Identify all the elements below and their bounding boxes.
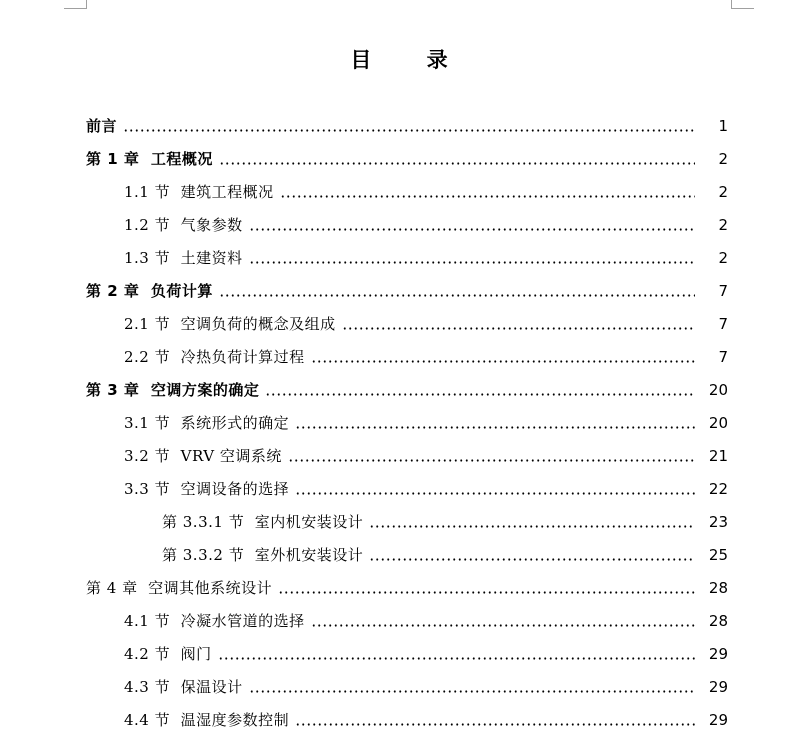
toc-entry-page: 28	[708, 578, 728, 597]
toc-entry-page: 25	[708, 545, 728, 564]
toc-entry-page: 1	[718, 116, 728, 135]
toc-dot-leader	[311, 349, 695, 364]
toc-entry-label: 第 2 章 负荷计算	[86, 282, 213, 300]
toc-dot-leader	[369, 514, 695, 529]
toc-entry-page: 29	[708, 677, 728, 696]
toc-dot-leader	[123, 118, 695, 133]
toc-entry-label: 第 4 章 空调其他系统设计	[86, 579, 273, 597]
toc-entry[interactable]	[0, 637, 798, 670]
toc-entry-label: 第 3.3.2 节 室外机安装设计	[162, 546, 364, 564]
toc-entry-label: 1.1 节 建筑工程概况	[124, 183, 274, 201]
toc-entry-page: 2	[718, 182, 728, 201]
page-corner-mark-left	[64, 0, 87, 9]
toc-dot-leader	[295, 481, 695, 496]
toc-entry-page: 2	[718, 149, 728, 168]
toc-dot-leader	[311, 613, 695, 628]
toc-dot-leader	[280, 184, 695, 199]
toc-entry[interactable]	[0, 505, 798, 538]
toc-entry[interactable]	[0, 340, 798, 373]
toc-entry-label: 4.4 节 温湿度参数控制	[124, 711, 290, 729]
table-of-contents	[0, 109, 798, 736]
toc-entry-label: 1.2 节 气象参数	[124, 216, 243, 234]
toc-entry-page: 2	[718, 248, 728, 267]
toc-dot-leader	[295, 415, 695, 430]
toc-entry-label: 1.3 节 土建资料	[124, 249, 243, 267]
toc-entry-label: 4.2 节 阀门	[124, 645, 212, 663]
toc-entry-page: 29	[708, 644, 728, 663]
page-title: 目 录	[350, 48, 472, 72]
toc-entry-page: 20	[708, 380, 728, 399]
toc-dot-leader	[295, 712, 695, 727]
page-corner-mark-right	[731, 0, 754, 9]
toc-entry[interactable]	[0, 670, 798, 703]
toc-entry-page: 7	[718, 314, 728, 333]
toc-dot-leader	[369, 547, 695, 562]
toc-dot-leader	[218, 646, 695, 661]
toc-dot-leader	[249, 250, 695, 265]
toc-dot-leader	[219, 283, 695, 298]
toc-dot-leader	[278, 580, 695, 595]
toc-dot-leader	[342, 316, 695, 331]
toc-entry[interactable]	[0, 142, 798, 175]
toc-dot-leader	[265, 382, 695, 397]
toc-entry[interactable]	[0, 439, 798, 472]
toc-entry-label: 前言	[86, 117, 118, 135]
toc-entry[interactable]	[0, 472, 798, 505]
toc-entry-label: 3.1 节 系统形式的确定	[124, 414, 290, 432]
toc-dot-leader	[249, 679, 695, 694]
toc-entry[interactable]	[0, 406, 798, 439]
toc-dot-leader	[288, 448, 695, 463]
toc-dot-leader	[219, 151, 695, 166]
toc-entry-label: 4.1 节 冷凝水管道的选择	[124, 612, 305, 630]
toc-entry-label: 第 1 章 工程概况	[86, 150, 213, 168]
toc-entry[interactable]	[0, 538, 798, 571]
toc-entry[interactable]	[0, 604, 798, 637]
toc-entry-label: 4.3 节 保温设计	[124, 678, 243, 696]
toc-entry[interactable]	[0, 241, 798, 274]
toc-entry[interactable]	[0, 175, 798, 208]
toc-entry-page: 29	[708, 710, 728, 729]
toc-entry-page: 20	[708, 413, 728, 432]
toc-entry[interactable]	[0, 208, 798, 241]
toc-entry-label: 2.2 节 冷热负荷计算过程	[124, 348, 305, 366]
toc-entry-label: 第 3.3.1 节 室内机安装设计	[162, 513, 364, 531]
toc-entry-label: 第 3 章 空调方案的确定	[86, 381, 260, 399]
toc-entry-page: 7	[718, 281, 728, 300]
toc-entry-page: 7	[718, 347, 728, 366]
toc-dot-leader	[249, 217, 695, 232]
toc-entry[interactable]	[0, 373, 798, 406]
toc-entry[interactable]	[0, 274, 798, 307]
toc-entry-page: 28	[708, 611, 728, 630]
toc-entry-page: 21	[708, 446, 728, 465]
toc-entry[interactable]	[0, 703, 798, 736]
toc-entry-label: 3.2 节 VRV 空调系统	[124, 447, 282, 465]
toc-entry-page: 2	[718, 215, 728, 234]
toc-entry-page: 22	[708, 479, 728, 498]
toc-entry-page: 23	[708, 512, 728, 531]
toc-entry[interactable]	[0, 307, 798, 340]
toc-entry[interactable]	[0, 109, 798, 142]
toc-entry-label: 2.1 节 空调负荷的概念及组成	[124, 315, 336, 333]
toc-entry-label: 3.3 节 空调设备的选择	[124, 480, 290, 498]
toc-entry[interactable]	[0, 571, 798, 604]
